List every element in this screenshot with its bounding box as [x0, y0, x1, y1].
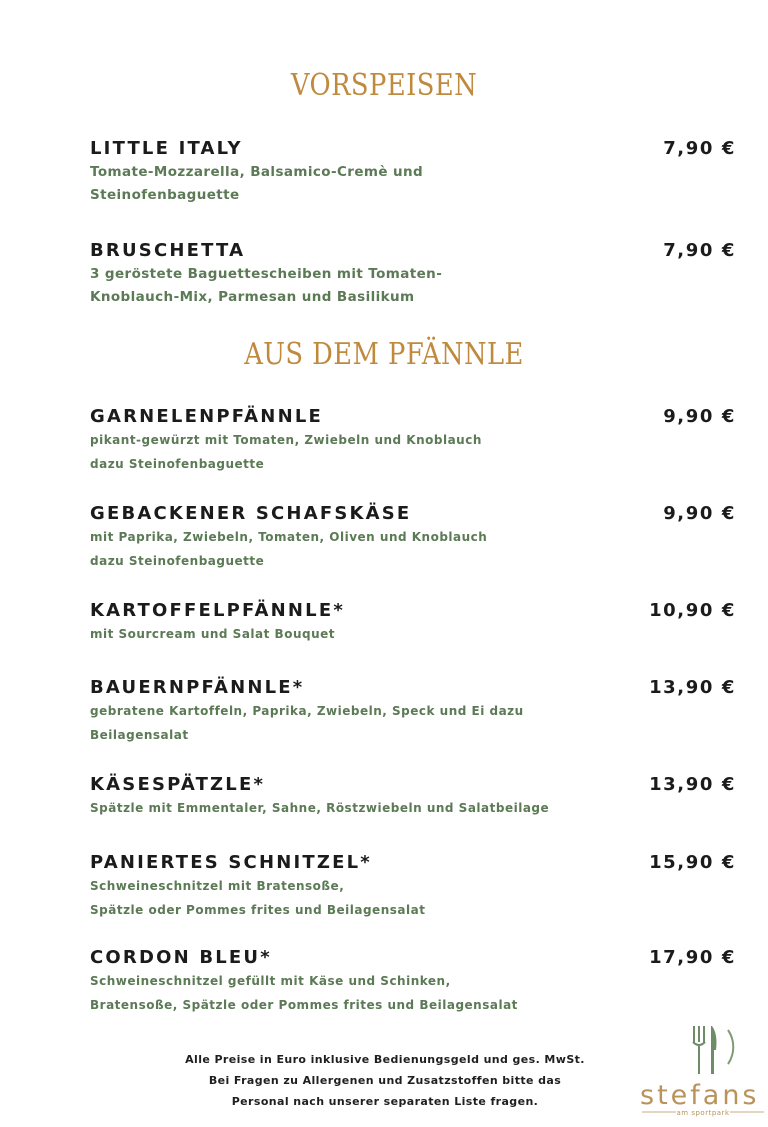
item-name: BRUSCHETTA [90, 240, 246, 261]
item-price: 13,90 € [649, 774, 736, 795]
logo-wordmark: stefans [640, 1080, 760, 1111]
item-description [90, 428, 736, 476]
item-price: 9,90 € [663, 406, 736, 427]
description-line: Schweineschnitzel gefüllt mit Käse und Schinken, [90, 974, 451, 988]
item-price: 10,90 € [649, 600, 736, 621]
description-line: Knoblauch-Mix, Parmesan und Basilikum [90, 289, 415, 305]
description-line: dazu Steinofenbaguette [90, 457, 265, 471]
menu-item [90, 503, 736, 573]
item-description [90, 525, 736, 573]
menu-item [90, 138, 736, 207]
item-description [90, 969, 736, 1017]
item-description [90, 622, 736, 646]
item-description [90, 161, 736, 207]
fork-knife-plate-icon [638, 1018, 768, 1123]
item-name: CORDON BLEU* [90, 947, 272, 968]
footer-line: Alle Preise in Euro inklusive Bedienungsgeld und ges. MwSt. [185, 1053, 585, 1066]
section-title-vorspeisen: VORSPEISEN [290, 68, 478, 103]
footer-note [150, 1049, 620, 1112]
description-line: Beilagensalat [90, 728, 189, 742]
description-line: Tomate-Mozzarella, Balsamico-Cremè und [90, 164, 424, 180]
menu-item [90, 852, 736, 922]
item-name: LITTLE ITALY [90, 138, 243, 159]
menu-item [90, 406, 736, 476]
item-price: 13,90 € [649, 677, 736, 698]
item-name: GARNELENPFÄNNLE [90, 406, 324, 427]
description-line: mit Sourcream und Salat Bouquet [90, 627, 335, 641]
item-price: 7,90 € [663, 138, 736, 159]
item-price: 7,90 € [663, 240, 736, 261]
stefans-logo [638, 1018, 768, 1123]
section-title-aus-dem-pfaennle: AUS DEM PFÄNNLE [244, 337, 524, 372]
menu-item [90, 240, 736, 309]
menu-item [90, 600, 736, 646]
item-description [90, 263, 736, 309]
footer-line: Personal nach unserer separaten Liste fragen. [231, 1095, 539, 1108]
item-price: 17,90 € [649, 947, 736, 968]
item-name: KARTOFFELPFÄNNLE* [90, 600, 345, 621]
item-price: 9,90 € [663, 503, 736, 524]
description-line: Steinofenbaguette [90, 187, 240, 203]
description-line: mit Paprika, Zwiebeln, Tomaten, Oliven und Knoblauch [90, 530, 488, 544]
menu-item [90, 677, 736, 747]
description-line: pikant-gewürzt mit Tomaten, Zwiebeln und Knoblauch [90, 433, 482, 447]
description-line: Bratensoße, Spätzle oder Pommes frites und Beilagensalat [90, 998, 518, 1012]
item-description [90, 874, 736, 922]
item-price: 15,90 € [649, 852, 736, 873]
item-name: BAUERNPFÄNNLE* [90, 677, 305, 698]
item-name: PANIERTES SCHNITZEL* [90, 852, 372, 873]
footer-line: Bei Fragen zu Allergenen und Zusatzstoffen bitte das [208, 1074, 562, 1087]
menu-item [90, 774, 736, 820]
description-line: gebratene Kartoffeln, Paprika, Zwiebeln, Speck und Ei dazu [90, 704, 524, 718]
description-line: Spätzle oder Pommes frites und Beilagensalat [90, 903, 426, 917]
item-description [90, 796, 736, 820]
description-line: Spätzle mit Emmentaler, Sahne, Röstzwiebeln und Salatbeilage [90, 801, 550, 815]
item-name: KÄSESPÄTZLE* [90, 774, 266, 795]
menu-item [90, 947, 736, 1017]
description-line: 3 geröstete Baguettescheiben mit Tomaten- [90, 266, 443, 282]
item-name: GEBACKENER SCHAFSKÄSE [90, 503, 412, 524]
item-description [90, 699, 736, 747]
logo-tagline: am sportpark [676, 1109, 730, 1117]
description-line: Schweineschnitzel mit Bratensoße, [90, 879, 345, 893]
description-line: dazu Steinofenbaguette [90, 554, 265, 568]
